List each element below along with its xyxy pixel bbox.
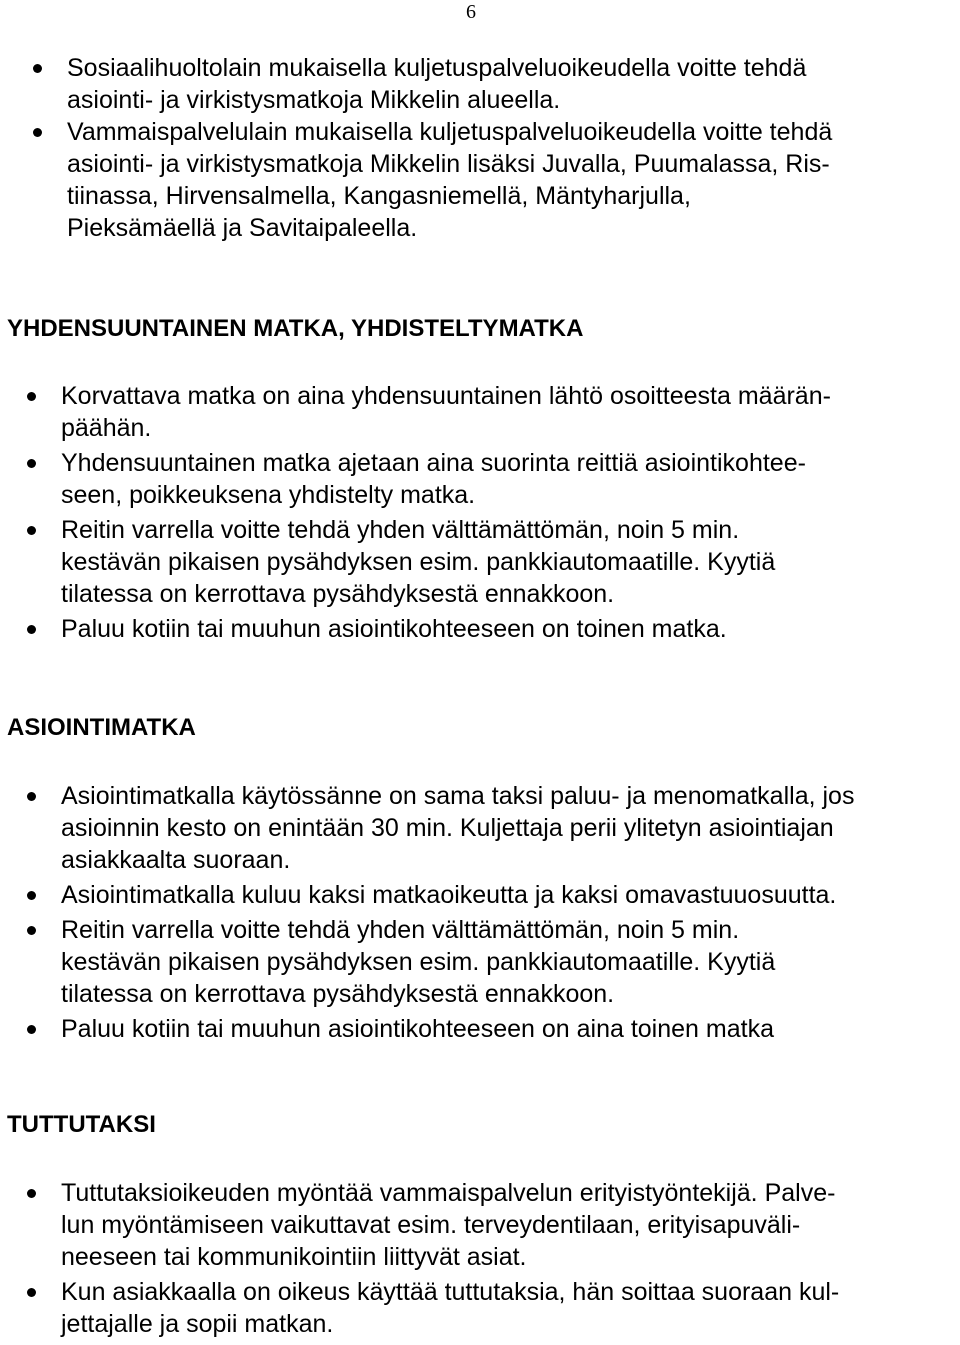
list-item: Paluu kotiin tai muuhun asiointikohteeseen on aina toinen matka — [0, 1013, 960, 1045]
section3-list — [0, 1177, 960, 1340]
list-item: Korvattava matka on aina yhdensuuntainen lähtö osoitteesta määrän- päähän. — [0, 380, 960, 444]
bullet-icon — [27, 1025, 36, 1034]
list-item: Reitin varrella voitte tehdä yhden välttämättömän, noin 5 min. kestävän pikaisen pysähdyksen esim. pankkiautomaatille. Kyytiä tilatessa on kerrottava pysähdyksestä ennakkoon. — [0, 914, 960, 1010]
bullet-icon — [27, 625, 36, 634]
list-item: Kun asiakkaalla on oikeus käyttää tuttutaksia, hän soittaa suoraan kul- jettajalle ja sopii matkan. — [0, 1276, 960, 1340]
list-item: Vammaispalvelulain mukaisella kuljetuspalveluoikeudella voitte tehdä asiointi- ja virkistysmatkoja Mikkelin lisäksi Juvalla, Puumalassa, Ris- tiinassa, Hirvensalmella, Kangasniemellä, Mäntyharjulla, Pieksämäellä ja Savitaipaleella. — [0, 116, 960, 244]
bullet-icon — [33, 128, 42, 137]
section1-body — [0, 380, 960, 648]
intro-section — [0, 52, 960, 244]
bullet-icon — [27, 459, 36, 468]
section-heading-yhdensuuntainen: YHDENSUUNTAINEN MATKA, YHDISTELTYMATKA — [7, 315, 584, 342]
list-item: Reitin varrella voitte tehdä yhden välttämättömän, noin 5 min. kestävän pikaisen pysähdyksen esim. pankkiautomaatille. Kyytiä tilatessa on kerrottava pysähdyksestä ennakkoon. — [0, 514, 960, 610]
list-item: Yhdensuuntainen matka ajetaan aina suorinta reittiä asiointikohtee- seen, poikkeuksena yhdistelty matka. — [0, 447, 960, 511]
section-heading-asiointimatka: ASIOINTIMATKA — [7, 714, 196, 741]
list-item: Sosiaalihuoltolain mukaisella kuljetuspalveluoikeudella voitte tehdä asiointi- ja virkistysmatkoja Mikkelin alueella. — [0, 52, 960, 116]
bullet-icon — [27, 392, 36, 401]
section2-list — [0, 780, 960, 1045]
page-number: 6 — [466, 1, 476, 23]
bullet-icon — [27, 526, 36, 535]
list-item: Tuttutaksioikeuden myöntää vammaispalvelun erityistyöntekijä. Palve- lun myöntämiseen vaikuttavat esim. terveydentilaan, erityisapuväli- neeseen tai kommunikointiin liittyvät asiat. — [0, 1177, 960, 1273]
intro-list — [0, 52, 960, 244]
section1-list — [0, 380, 960, 645]
list-item: Asiointimatkalla käytössänne on sama taksi paluu- ja menomatkalla, jos asioinnin kesto on enintään 30 min. Kuljettaja perii ylitetyn asiointiajan asiakkaalta suoraan. — [0, 780, 960, 876]
bullet-icon — [27, 891, 36, 900]
bullet-icon — [27, 1189, 36, 1198]
list-item: Paluu kotiin tai muuhun asiointikohteeseen on toinen matka. — [0, 613, 960, 645]
bullet-icon — [33, 64, 42, 73]
bullet-icon — [27, 792, 36, 801]
section-heading-tuttutaksi: TUTTUTAKSI — [7, 1111, 156, 1138]
section3-body — [0, 1177, 960, 1343]
bullet-icon — [27, 926, 36, 935]
list-item: Asiointimatkalla kuluu kaksi matkaoikeutta ja kaksi omavastuuosuutta. — [0, 879, 960, 911]
bullet-icon — [27, 1288, 36, 1297]
section2-body — [0, 780, 960, 1048]
